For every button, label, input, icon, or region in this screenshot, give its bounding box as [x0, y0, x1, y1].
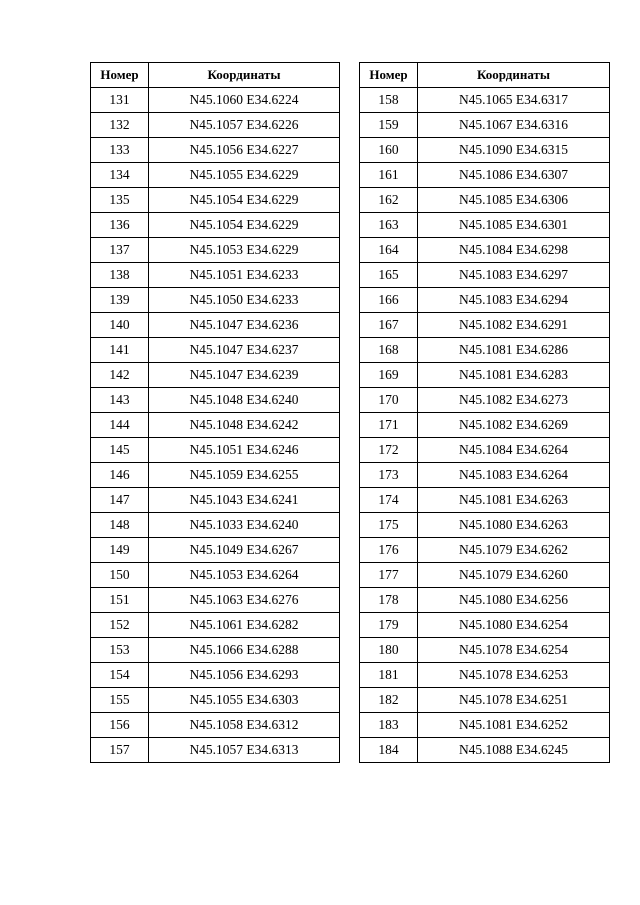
- cell-number: 171: [360, 413, 418, 438]
- cell-number: 160: [360, 138, 418, 163]
- cell-number: 181: [360, 663, 418, 688]
- table-row: [91, 163, 340, 188]
- cell-number: 154: [91, 663, 149, 688]
- table-row: [91, 438, 340, 463]
- cell-coordinates: N45.1061 E34.6282: [149, 613, 340, 638]
- cell-coordinates: N45.1081 E34.6263: [418, 488, 610, 513]
- cell-coordinates: N45.1080 E34.6256: [418, 588, 610, 613]
- table-row: [91, 213, 340, 238]
- table-row: [91, 138, 340, 163]
- table-header-row: [360, 63, 610, 88]
- cell-coordinates: N45.1059 E34.6255: [149, 463, 340, 488]
- table-row: [360, 563, 610, 588]
- cell-coordinates: N45.1053 E34.6229: [149, 238, 340, 263]
- table-row: [360, 238, 610, 263]
- table-row: [360, 538, 610, 563]
- cell-number: 138: [91, 263, 149, 288]
- table-row: [360, 463, 610, 488]
- cell-number: 177: [360, 563, 418, 588]
- header-number: Номер: [360, 63, 418, 88]
- cell-number: 151: [91, 588, 149, 613]
- cell-coordinates: N45.1078 E34.6253: [418, 663, 610, 688]
- cell-coordinates: N45.1048 E34.6240: [149, 388, 340, 413]
- cell-coordinates: N45.1047 E34.6239: [149, 363, 340, 388]
- table-row: [360, 688, 610, 713]
- cell-number: 174: [360, 488, 418, 513]
- cell-number: 172: [360, 438, 418, 463]
- coordinates-table-left: [90, 62, 340, 763]
- cell-number: 140: [91, 313, 149, 338]
- cell-coordinates: N45.1085 E34.6301: [418, 213, 610, 238]
- cell-coordinates: N45.1033 E34.6240: [149, 513, 340, 538]
- cell-coordinates: N45.1085 E34.6306: [418, 188, 610, 213]
- cell-coordinates: N45.1063 E34.6276: [149, 588, 340, 613]
- cell-number: 184: [360, 738, 418, 763]
- coordinates-table-right: [359, 62, 610, 763]
- table-row: [91, 263, 340, 288]
- cell-number: 182: [360, 688, 418, 713]
- cell-coordinates: N45.1082 E34.6291: [418, 313, 610, 338]
- cell-number: 152: [91, 613, 149, 638]
- table-row: [91, 288, 340, 313]
- table-row: [360, 663, 610, 688]
- table-row: [91, 513, 340, 538]
- table-row: [91, 463, 340, 488]
- cell-coordinates: N45.1083 E34.6294: [418, 288, 610, 313]
- header-coordinates: Координаты: [149, 63, 340, 88]
- cell-coordinates: N45.1081 E34.6252: [418, 713, 610, 738]
- table-row: [360, 513, 610, 538]
- table-row: [360, 363, 610, 388]
- table-row: [360, 113, 610, 138]
- table-row: [91, 588, 340, 613]
- table-row: [91, 538, 340, 563]
- cell-number: 137: [91, 238, 149, 263]
- cell-number: 162: [360, 188, 418, 213]
- cell-number: 163: [360, 213, 418, 238]
- cell-coordinates: N45.1080 E34.6263: [418, 513, 610, 538]
- cell-coordinates: N45.1049 E34.6267: [149, 538, 340, 563]
- table-row: [91, 313, 340, 338]
- cell-coordinates: N45.1057 E34.6226: [149, 113, 340, 138]
- cell-number: 132: [91, 113, 149, 138]
- table-row: [91, 413, 340, 438]
- cell-number: 136: [91, 213, 149, 238]
- cell-number: 139: [91, 288, 149, 313]
- cell-coordinates: N45.1056 E34.6227: [149, 138, 340, 163]
- cell-coordinates: N45.1056 E34.6293: [149, 663, 340, 688]
- cell-number: 146: [91, 463, 149, 488]
- table-row: [91, 713, 340, 738]
- cell-number: 168: [360, 338, 418, 363]
- cell-number: 176: [360, 538, 418, 563]
- table-row: [91, 113, 340, 138]
- cell-number: 167: [360, 313, 418, 338]
- cell-number: 142: [91, 363, 149, 388]
- cell-number: 169: [360, 363, 418, 388]
- cell-number: 149: [91, 538, 149, 563]
- table-row: [360, 488, 610, 513]
- header-number: Номер: [91, 63, 149, 88]
- table-row: [360, 288, 610, 313]
- table-row: [91, 638, 340, 663]
- cell-number: 164: [360, 238, 418, 263]
- cell-number: 155: [91, 688, 149, 713]
- cell-number: 170: [360, 388, 418, 413]
- table-row: [360, 713, 610, 738]
- table-row: [360, 638, 610, 663]
- cell-number: 141: [91, 338, 149, 363]
- cell-coordinates: N45.1055 E34.6303: [149, 688, 340, 713]
- cell-coordinates: N45.1050 E34.6233: [149, 288, 340, 313]
- cell-coordinates: N45.1088 E34.6245: [418, 738, 610, 763]
- cell-number: 143: [91, 388, 149, 413]
- cell-coordinates: N45.1080 E34.6254: [418, 613, 610, 638]
- cell-number: 178: [360, 588, 418, 613]
- table-row: [360, 438, 610, 463]
- table-row: [91, 238, 340, 263]
- cell-number: 180: [360, 638, 418, 663]
- cell-number: 150: [91, 563, 149, 588]
- cell-coordinates: N45.1065 E34.6317: [418, 88, 610, 113]
- cell-coordinates: N45.1090 E34.6315: [418, 138, 610, 163]
- cell-coordinates: N45.1082 E34.6273: [418, 388, 610, 413]
- table-row: [91, 663, 340, 688]
- cell-coordinates: N45.1082 E34.6269: [418, 413, 610, 438]
- cell-number: 161: [360, 163, 418, 188]
- table-row: [360, 338, 610, 363]
- table-header-row: [91, 63, 340, 88]
- cell-coordinates: N45.1051 E34.6246: [149, 438, 340, 463]
- cell-number: 145: [91, 438, 149, 463]
- cell-number: 179: [360, 613, 418, 638]
- cell-coordinates: N45.1060 E34.6224: [149, 88, 340, 113]
- cell-coordinates: N45.1079 E34.6260: [418, 563, 610, 588]
- cell-number: 158: [360, 88, 418, 113]
- table-row: [91, 338, 340, 363]
- cell-coordinates: N45.1086 E34.6307: [418, 163, 610, 188]
- table-row: [91, 188, 340, 213]
- cell-coordinates: N45.1047 E34.6237: [149, 338, 340, 363]
- cell-coordinates: N45.1066 E34.6288: [149, 638, 340, 663]
- cell-coordinates: N45.1083 E34.6297: [418, 263, 610, 288]
- cell-number: 165: [360, 263, 418, 288]
- cell-number: 166: [360, 288, 418, 313]
- table-row: [360, 413, 610, 438]
- table-row: [360, 588, 610, 613]
- cell-coordinates: N45.1083 E34.6264: [418, 463, 610, 488]
- cell-coordinates: N45.1047 E34.6236: [149, 313, 340, 338]
- table-row: [91, 688, 340, 713]
- cell-coordinates: N45.1084 E34.6298: [418, 238, 610, 263]
- cell-number: 144: [91, 413, 149, 438]
- table-row: [360, 88, 610, 113]
- cell-number: 183: [360, 713, 418, 738]
- cell-coordinates: N45.1057 E34.6313: [149, 738, 340, 763]
- table-row: [91, 363, 340, 388]
- table-row: [360, 213, 610, 238]
- cell-number: 156: [91, 713, 149, 738]
- table-row: [91, 388, 340, 413]
- table-row: [360, 388, 610, 413]
- cell-coordinates: N45.1058 E34.6312: [149, 713, 340, 738]
- table-body: [91, 88, 340, 763]
- cell-number: 133: [91, 138, 149, 163]
- cell-coordinates: N45.1078 E34.6254: [418, 638, 610, 663]
- cell-coordinates: N45.1055 E34.6229: [149, 163, 340, 188]
- cell-coordinates: N45.1078 E34.6251: [418, 688, 610, 713]
- table-row: [91, 738, 340, 763]
- cell-coordinates: N45.1067 E34.6316: [418, 113, 610, 138]
- table-row: [360, 613, 610, 638]
- cell-coordinates: N45.1081 E34.6286: [418, 338, 610, 363]
- cell-number: 148: [91, 513, 149, 538]
- cell-number: 175: [360, 513, 418, 538]
- cell-coordinates: N45.1051 E34.6233: [149, 263, 340, 288]
- table-row: [360, 188, 610, 213]
- cell-number: 153: [91, 638, 149, 663]
- cell-coordinates: N45.1054 E34.6229: [149, 213, 340, 238]
- cell-number: 147: [91, 488, 149, 513]
- table-row: [91, 488, 340, 513]
- cell-number: 134: [91, 163, 149, 188]
- cell-coordinates: N45.1081 E34.6283: [418, 363, 610, 388]
- cell-number: 159: [360, 113, 418, 138]
- table-row: [360, 138, 610, 163]
- cell-coordinates: N45.1053 E34.6264: [149, 563, 340, 588]
- table-body: [360, 88, 610, 763]
- cell-number: 135: [91, 188, 149, 213]
- cell-coordinates: N45.1079 E34.6262: [418, 538, 610, 563]
- cell-coordinates: N45.1048 E34.6242: [149, 413, 340, 438]
- cell-coordinates: N45.1084 E34.6264: [418, 438, 610, 463]
- table-row: [360, 313, 610, 338]
- cell-number: 157: [91, 738, 149, 763]
- table-row: [91, 88, 340, 113]
- cell-number: 131: [91, 88, 149, 113]
- table-row: [91, 613, 340, 638]
- table-row: [360, 263, 610, 288]
- cell-number: 173: [360, 463, 418, 488]
- table-row: [360, 738, 610, 763]
- cell-coordinates: N45.1054 E34.6229: [149, 188, 340, 213]
- table-row: [91, 563, 340, 588]
- cell-coordinates: N45.1043 E34.6241: [149, 488, 340, 513]
- table-row: [360, 163, 610, 188]
- header-coordinates: Координаты: [418, 63, 610, 88]
